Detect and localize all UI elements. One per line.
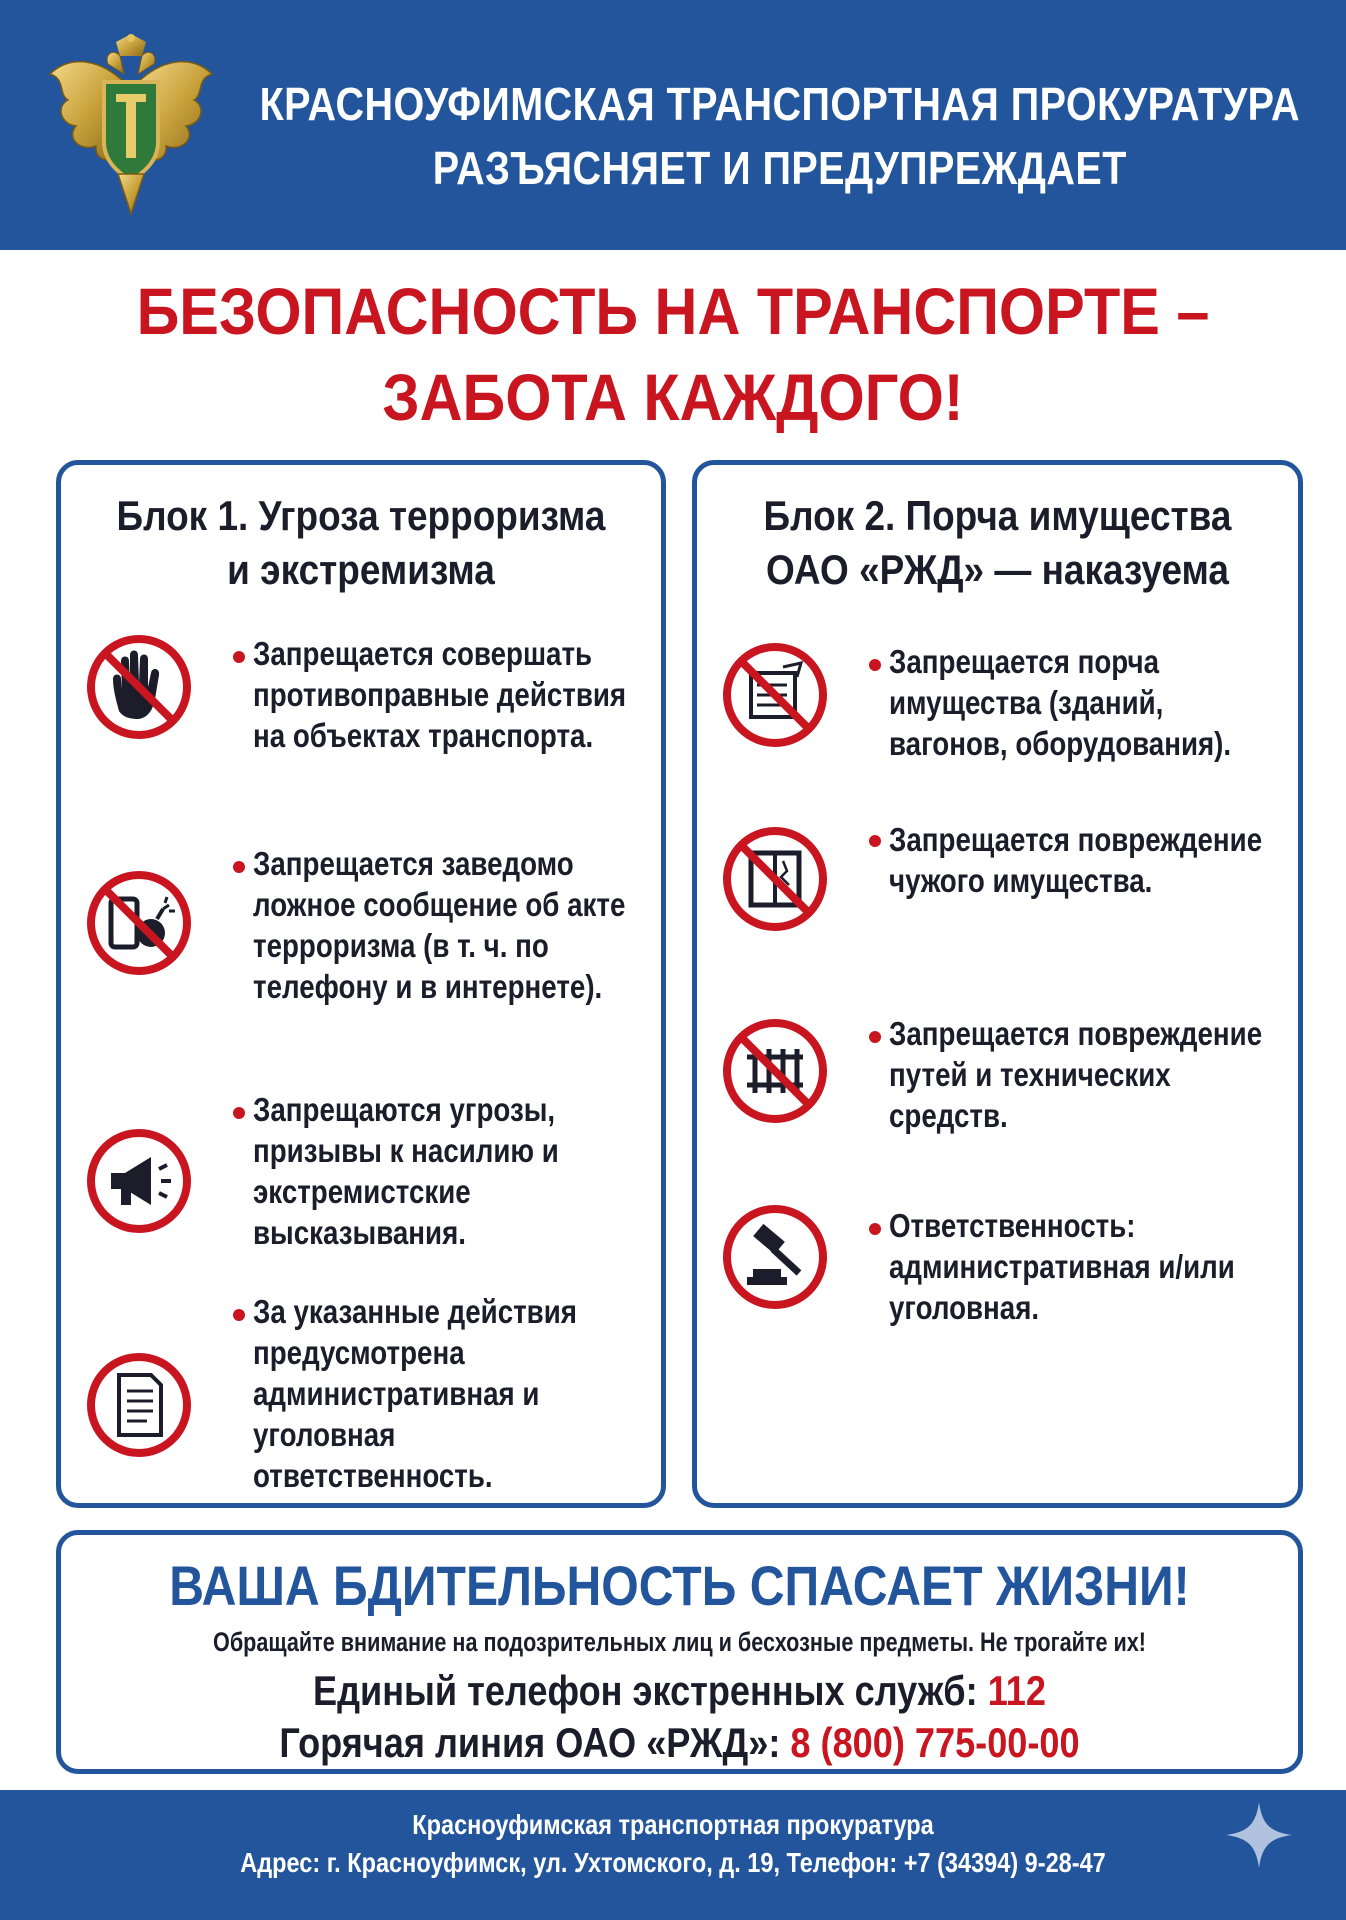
bullet bbox=[869, 1223, 881, 1235]
prohibited-rail-tracks-icon bbox=[721, 1017, 829, 1125]
prohibited-vandalism-icon bbox=[721, 641, 829, 749]
hotline-label: Горячая линия ОАО «РЖД»: bbox=[279, 1719, 781, 1766]
block-2-title bbox=[697, 489, 1298, 597]
block-1-title-line-1: Блок 1. Угроза терроризма bbox=[116, 492, 606, 539]
header-title bbox=[238, 72, 1322, 200]
bullet bbox=[233, 861, 245, 873]
block-2-item-3-text: Запрещается повреждение путей и технических средств. bbox=[889, 1015, 1263, 1134]
vigilance-subtitle-text: Обращайте внимание на подозрительных лиц и бесхозные предметы. Не трогайте их! bbox=[213, 1627, 1146, 1657]
hotline-phone-line bbox=[61, 1717, 1298, 1769]
bullet bbox=[233, 1107, 245, 1119]
header-banner bbox=[0, 0, 1346, 250]
bullet bbox=[869, 835, 881, 847]
block-2-card bbox=[692, 460, 1303, 1508]
block-2-item-2-text: Запрещается повреждение чужого имущества. bbox=[889, 821, 1263, 899]
emergency-label: Единый телефон экстренных служб: bbox=[313, 1667, 978, 1714]
block-1-item-3-text: Запрещаются угрозы, призывы к насилию и экстремистские высказывания. bbox=[253, 1091, 559, 1251]
block-1-item-1-text: Запрещается совершать противоправные действия на объектах транспорта. bbox=[253, 635, 627, 754]
block-1-title-line-2: и экстремизма bbox=[227, 546, 495, 593]
block-1-item-2-text: Запрещается заведомо ложное сообщение об акте терроризма (в т. ч. по телефону и в интернете). bbox=[253, 845, 626, 1005]
main-title bbox=[0, 268, 1346, 440]
block-2-item-1-text: Запрещается порча имущества (зданий, вагонов, оборудования). bbox=[889, 643, 1232, 762]
footer-address-text: Адрес: г. Красноуфимск, ул. Ухтомского, д. 19, Телефон: +7 (34394) 9-28-47 bbox=[240, 1847, 1106, 1878]
vigilance-title-text: ВАША БДИТЕЛЬНОСТЬ СПАСАЕТ ЖИЗНИ! bbox=[169, 1554, 1190, 1617]
bullet bbox=[233, 1309, 245, 1321]
prosecutor-emblem-icon bbox=[46, 34, 216, 219]
bullet bbox=[233, 651, 245, 663]
document-icon bbox=[85, 1351, 193, 1459]
block-2-title-line-1: Блок 2. Порча имущества bbox=[763, 492, 1232, 539]
prohibited-hand-icon bbox=[85, 633, 193, 741]
sparkle-icon bbox=[1222, 1798, 1296, 1872]
prohibited-broken-window-icon bbox=[721, 825, 829, 933]
gavel-icon bbox=[721, 1203, 829, 1311]
footer-address bbox=[0, 1844, 1346, 1882]
vigilance-title bbox=[61, 1553, 1298, 1619]
footer-org bbox=[0, 1806, 1346, 1844]
block-2-item-4-text: Ответственность: административная и/или уголовная. bbox=[889, 1207, 1235, 1326]
block-2-title-line-2: ОАО «РЖД» — наказуема bbox=[766, 546, 1229, 593]
bullet bbox=[869, 659, 881, 671]
block-1-title bbox=[61, 489, 661, 597]
main-title-line-1: БЕЗОПАСНОСТЬ НА ТРАНСПОРТЕ – bbox=[136, 274, 1210, 348]
main-title-line-2: ЗАБОТА КАЖДОГО! bbox=[382, 360, 964, 434]
prohibited-phone-bomb-icon bbox=[85, 869, 193, 977]
hotline-number[interactable]: 8 (800) 775-00-00 bbox=[790, 1719, 1080, 1766]
block-1-item-4-text: За указанные действия предусмотрена административная и уголовная ответственность. bbox=[253, 1293, 577, 1494]
header-line-1: КРАСНОУФИМСКАЯ ТРАНСПОРТНАЯ ПРОКУРАТУРА bbox=[259, 78, 1301, 130]
vigilance-box bbox=[56, 1530, 1303, 1774]
footer bbox=[0, 1790, 1346, 1920]
prohibited-megaphone-icon bbox=[85, 1127, 193, 1235]
emergency-phone-line bbox=[61, 1665, 1298, 1717]
bullet bbox=[869, 1031, 881, 1043]
vigilance-subtitle bbox=[61, 1625, 1298, 1659]
emergency-number[interactable]: 112 bbox=[987, 1667, 1046, 1714]
header-line-2: РАЗЪЯСНЯЕТ И ПРЕДУПРЕЖДАЕТ bbox=[432, 142, 1127, 194]
block-1-card bbox=[56, 460, 666, 1508]
footer-org-text: Красноуфимская транспортная прокуратура bbox=[412, 1809, 934, 1840]
